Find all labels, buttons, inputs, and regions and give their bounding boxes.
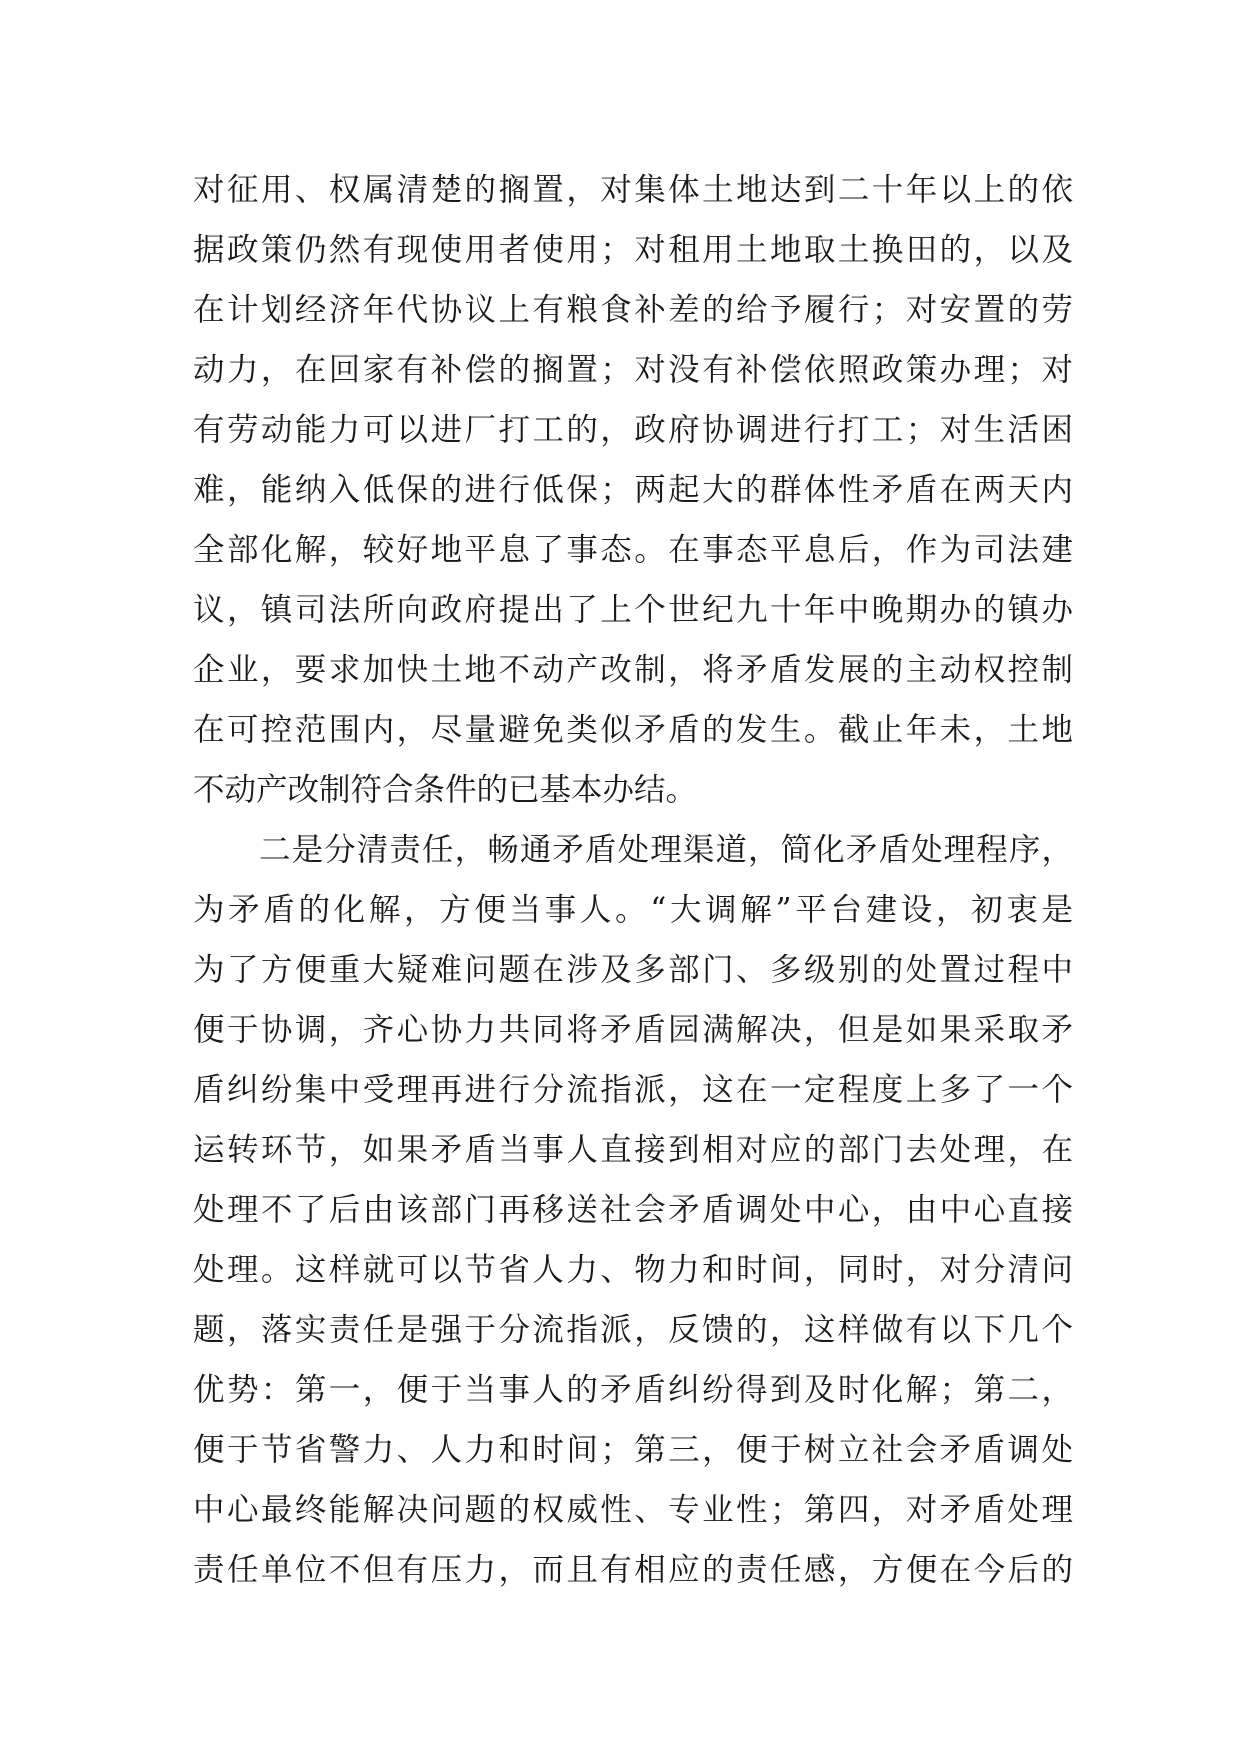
text-line: 企业，要求加快土地不动产改制，将矛盾发展的主动权控制 [193, 652, 1073, 688]
text-line: 议，镇司法所向政府提出了上个世纪九十年中晚期办的镇办 [193, 592, 1073, 628]
text-line: 为了方便重大疑难问题在涉及多部门、多级别的处置过程中 [193, 952, 1073, 988]
text-line: 责任单位不但有压力，而且有相应的责任感，方便在今后的 [193, 1552, 1073, 1588]
text-line: 运转环节，如果矛盾当事人直接到相对应的部门去处理，在 [193, 1132, 1073, 1168]
text-line: 处理。这样就可以节省人力、物力和时间，同时，对分清问 [193, 1252, 1073, 1288]
text-line: 据政策仍然有现使用者使用；对租用土地取土换田的，以及 [193, 232, 1073, 268]
text-line: 不动产改制符合条件的已基本办结。 [193, 772, 698, 808]
text-line: 便于节省警力、人力和时间；第三，便于树立社会矛盾调处 [193, 1432, 1073, 1468]
body-text [193, 160, 1073, 1600]
text-line: 全部化解，较好地平息了事态。在事态平息后，作为司法建 [193, 532, 1073, 568]
text-line: 处理不了后由该部门再移送社会矛盾调处中心，由中心直接 [193, 1192, 1073, 1228]
text-line: 盾纠纷集中受理再进行分流指派，这在一定程度上多了一个 [193, 1072, 1073, 1108]
text-line: 为矛盾的化解，方便当事人。“大调解”平台建设，初衷是 [193, 892, 1073, 928]
text-line: 优势：第一，便于当事人的矛盾纠纷得到及时化解；第二， [193, 1372, 1073, 1408]
text-line: 题，落实责任是强于分流指派，反馈的，这样做有以下几个 [193, 1312, 1073, 1348]
text-line: 难，能纳入低保的进行低保；两起大的群体性矛盾在两天内 [193, 472, 1073, 508]
text-line: 有劳动能力可以进厂打工的，政府协调进行打工；对生活困 [193, 412, 1073, 448]
text-line: 在计划经济年代协议上有粮食补差的给予履行；对安置的劳 [193, 292, 1073, 328]
paragraph-start-line: 二是分清责任，畅通矛盾处理渠道，简化矛盾处理程序， [259, 832, 1073, 868]
text-line: 便于协调，齐心协力共同将矛盾园满解决，但是如果采取矛 [193, 1012, 1073, 1048]
text-line: 中心最终能解决问题的权威性、专业性；第四，对矛盾处理 [193, 1492, 1073, 1528]
text-line: 对征用、权属清楚的搁置，对集体土地达到二十年以上的依 [193, 172, 1073, 208]
text-line: 在可控范围内，尽量避免类似矛盾的发生。截止年未，土地 [193, 712, 1073, 748]
text-line: 动力，在回家有补偿的搁置；对没有补偿依照政策办理；对 [193, 352, 1073, 388]
